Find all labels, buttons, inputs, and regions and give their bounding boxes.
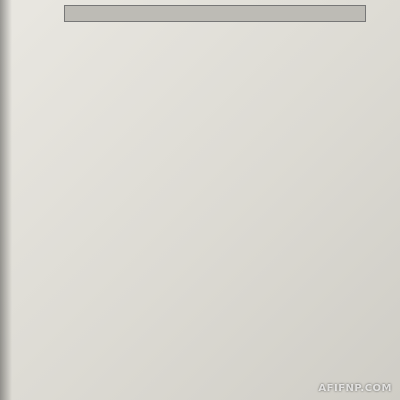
text-line (14, 24, 394, 38)
text-line (14, 161, 394, 175)
text-line (14, 202, 394, 216)
text-line (14, 147, 394, 161)
text-line (14, 79, 394, 93)
text-line (14, 339, 394, 353)
text-line (14, 366, 394, 380)
text-line (14, 270, 394, 284)
text-line (14, 325, 394, 339)
text-line (14, 175, 394, 189)
text-line (14, 257, 394, 271)
page-edge-shadow (0, 0, 12, 400)
text-line (14, 38, 394, 52)
text-line (14, 311, 394, 325)
text-line (14, 188, 394, 202)
announcement-body (14, 24, 394, 380)
text-line (14, 298, 394, 312)
text-line (14, 51, 394, 65)
text-line (14, 243, 394, 257)
text-line (14, 65, 394, 79)
text-line (14, 92, 394, 106)
text-line (14, 353, 394, 367)
text-line (14, 134, 394, 148)
text-line (14, 120, 394, 134)
text-line (14, 284, 394, 298)
site-watermark: AFIFNP.COM (318, 383, 392, 394)
announcement-header (64, 5, 366, 22)
text-line (14, 106, 394, 120)
text-line (14, 229, 394, 243)
text-line (14, 216, 394, 230)
